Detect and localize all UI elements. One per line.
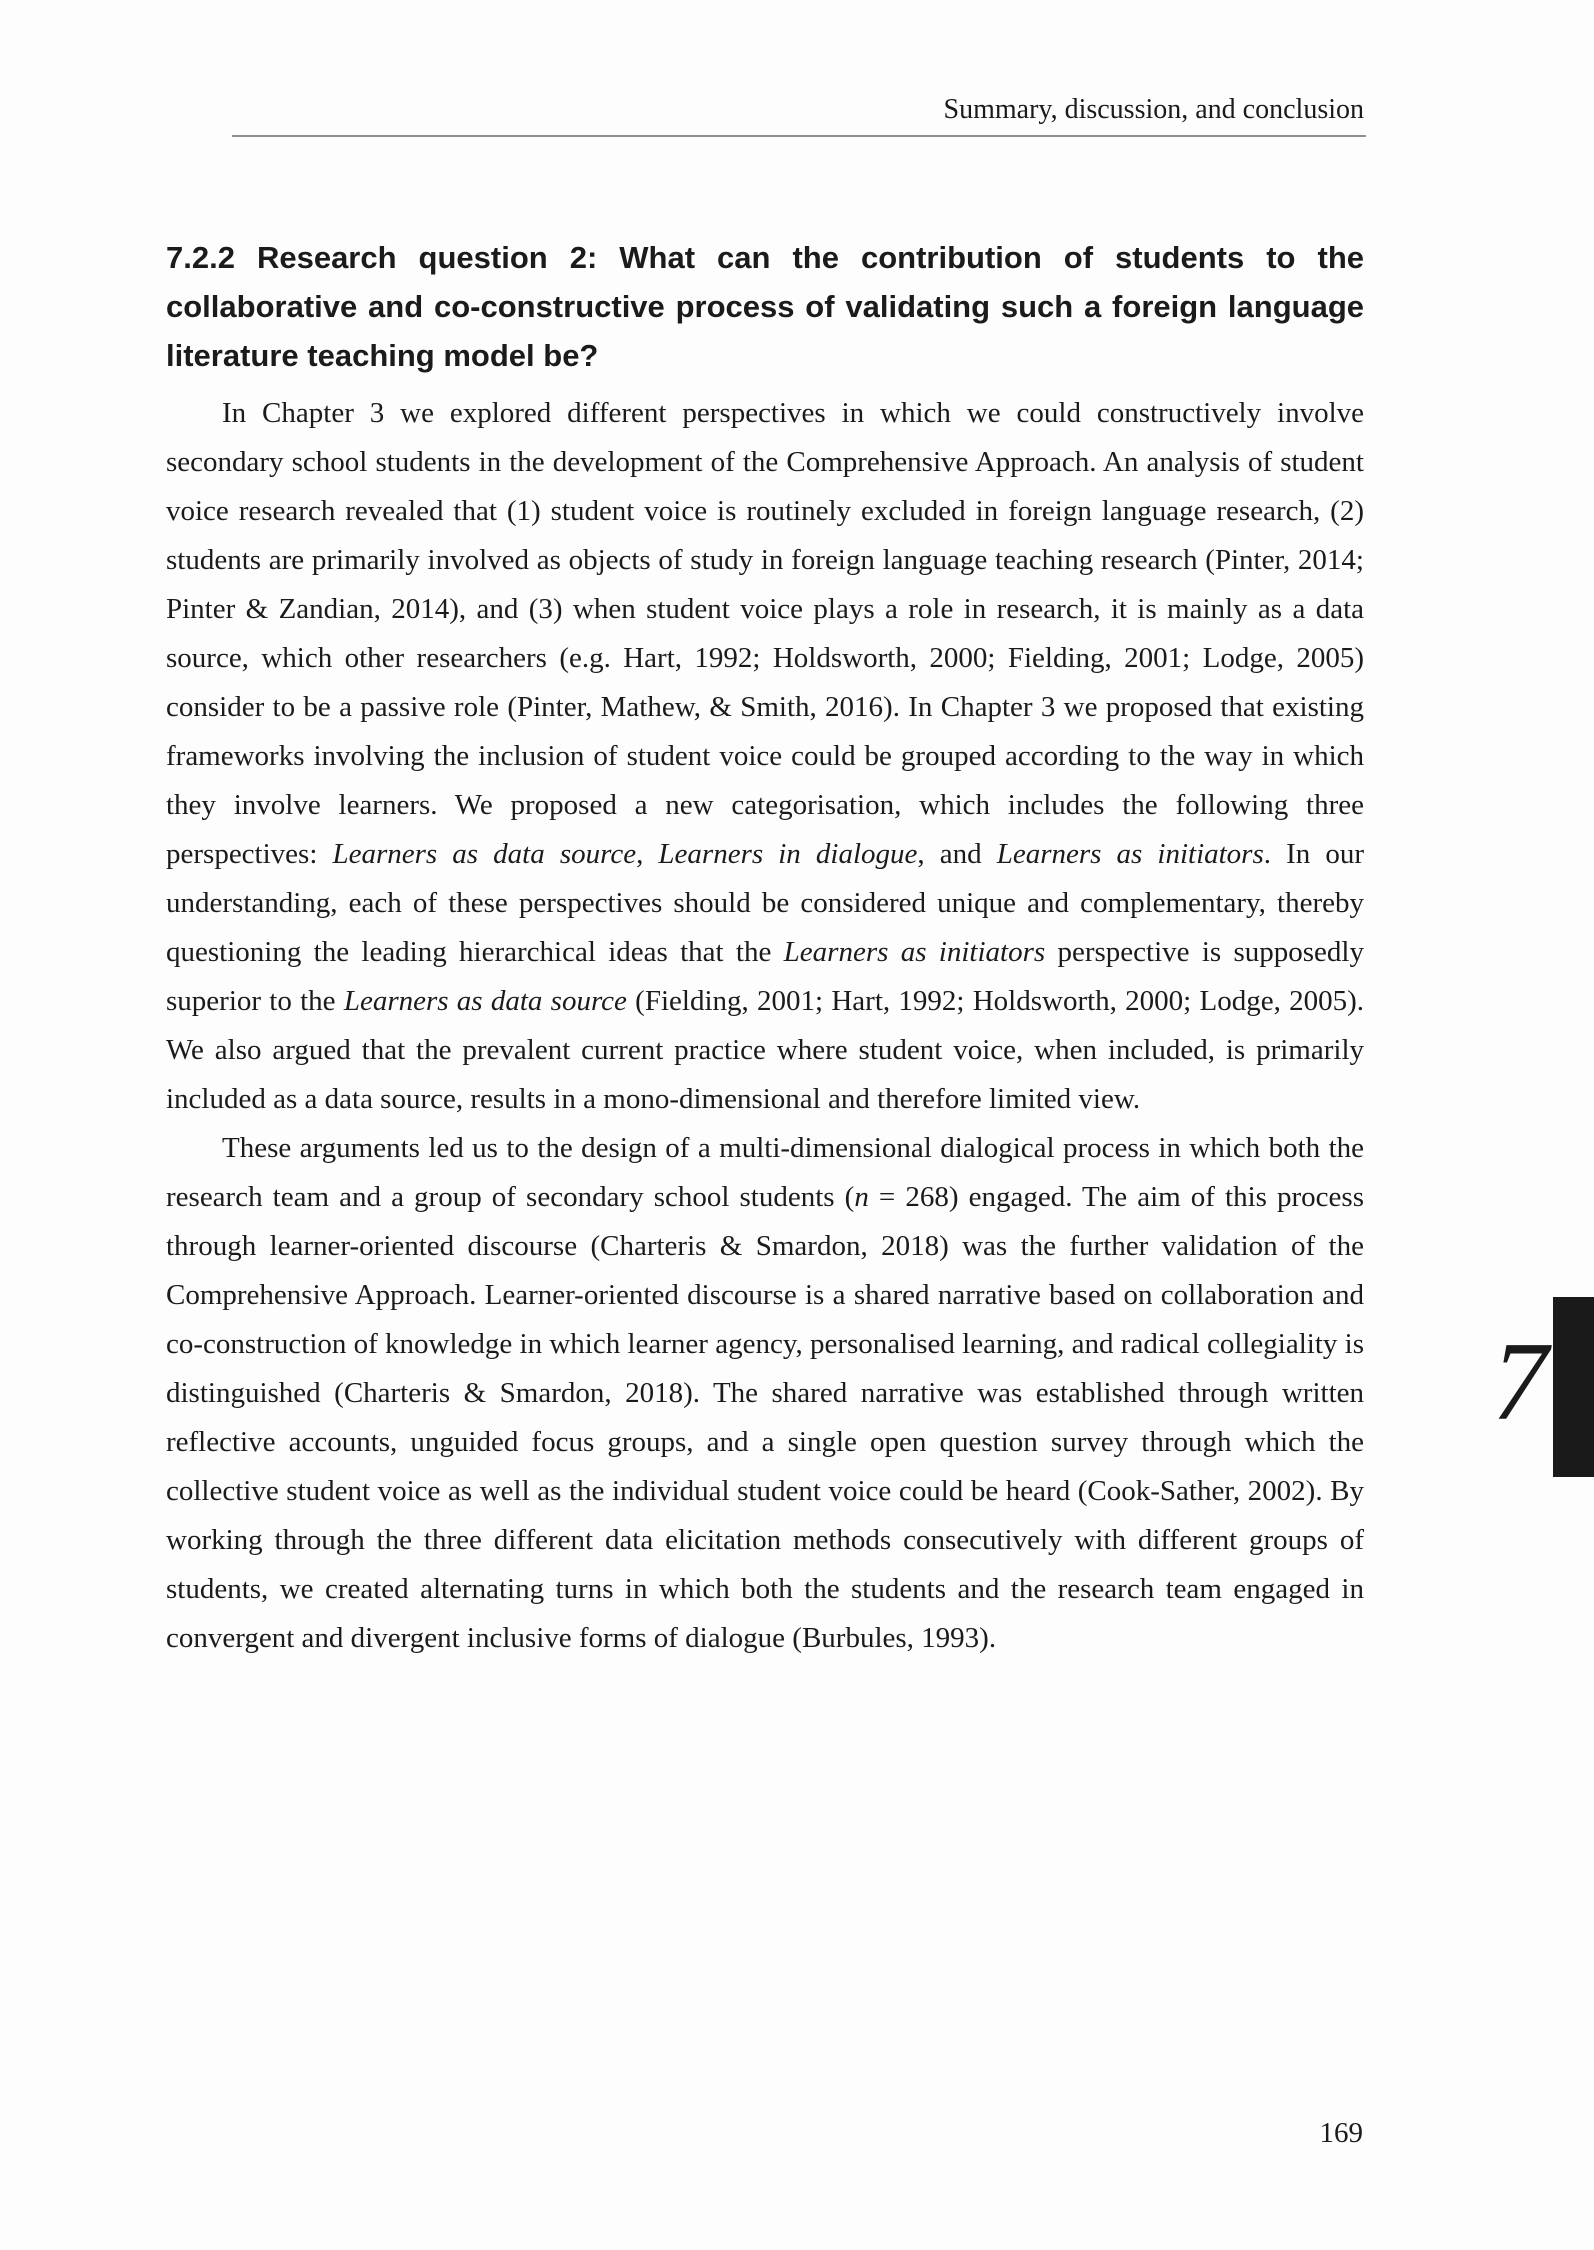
- body-paragraph-1: In Chapter 3 we explored different perspectives in which we could constructively involve secondary school students in the development of the Comprehensive Approach. An analysis of student voice research revealed that (1) student voice is routinely excluded in foreign language research, (2) students are primarily involved as objects of study in foreign language teaching research (Pinter, 2014; Pinter & Zandian, 2014), and (3) when student voice plays a role in research, it is mainly as a data source, which other researchers (e.g. Hart, 1992; Holdsworth, 2000; Fielding, 2001; Lodge, 2005) consider to be a passive role (Pinter, Mathew, & Smith, 2016). In Chapter 3 we proposed that existing frameworks involving the inclusion of student voice could be grouped according to the way in which they involve learners. We proposed a new categorisation, which includes the following three perspectives: Learners as data source, Learners in dialogue, and Learners as initiators. In our understanding, each of these perspectives should be considered unique and complementary, thereby questioning the leading hierarchical ideas that the Learners as initiators perspective is supposedly superior to the Learners as data source (Fielding, 2001; Hart, 1992; Holdsworth, 2000; Lodge, 2005). We also argued that the prevalent current practice where student voice, when included, is primarily included as a data source, results in a mono-dimensional and therefore limited view.: [166, 397, 1365, 1115]
- chapter-tab-bar: [1553, 1297, 1594, 1477]
- chapter-number: 7: [1492, 1320, 1548, 1444]
- running-header: Summary, discussion, and conclusion: [943, 94, 1364, 125]
- body-paragraph-2: These arguments led us to the design of a multi-dimensional dialogical process in which both the research team and a group of secondary school students (n = 268) engaged. The aim of this process through learner-oriented discourse (Charteris & Smardon, 2018) was the further validation of the Comprehensive Approach. Learner-oriented discourse is a shared narrative based on collaboration and co-construction of knowledge in which learner agency, personalised learning, and radical collegiality is distinguished (Charteris & Smardon, 2018). The shared narrative was established through written reflective accounts, unguided focus groups, and a single open question survey through which the collective student voice as well as the individual student voice could be heard (Cook-Sather, 2002). By working through the three different data elicitation methods consecutively with different groups of students, we created alternating turns in which both the students and the research team engaged in convergent and divergent inclusive forms of dialogue (Burbules, 1993).: [166, 1132, 1364, 1654]
- body-text: [166, 389, 1364, 1663]
- page-number: 169: [1319, 2117, 1363, 2149]
- header-rule: [232, 135, 1366, 137]
- section-heading: 7.2.2 Research question 2: What can the contribution of students to the collaborative and co-constructive process of validating such a foreign language literature teaching model be?: [166, 240, 1364, 373]
